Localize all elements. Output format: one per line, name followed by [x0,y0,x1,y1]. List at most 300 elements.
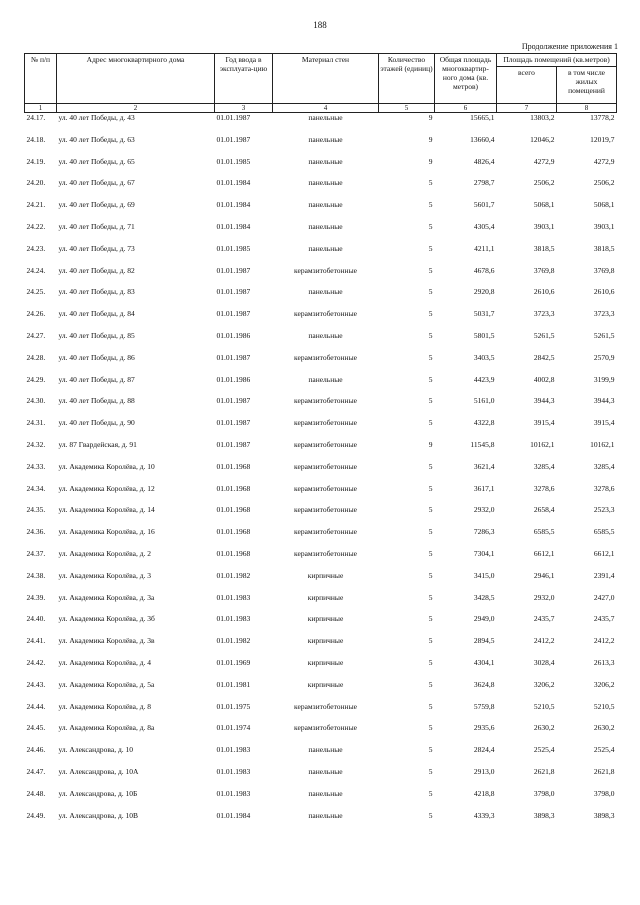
rooms-area-cell: 5261,5 [533,330,555,340]
table-row [25,636,617,658]
header-no: № п/п [25,54,57,104]
table-row [25,418,617,440]
table-row [25,462,617,484]
column-number: 5 [379,104,435,113]
total-area-cell: 3428,5 [473,592,495,602]
row-number: 24.23. [26,243,46,253]
table-row [25,571,617,593]
year-cell: 01.01.1981 [216,679,251,689]
total-area-cell: 2935,6 [473,723,495,733]
address-cell: ул. Академика Королёва, д. 3а [58,592,155,602]
address-cell: ул. 40 лет Победы, д. 90 [58,418,135,428]
total-area-cell: 7286,3 [473,527,495,537]
total-area-cell: 5161,0 [473,396,495,406]
address-cell: ул. 40 лет Победы, д. 82 [58,265,135,275]
address-cell: ул. Академика Королёва, д. 4 [58,657,152,667]
living-area-cell: 2523,3 [593,505,615,515]
table-row [25,549,617,571]
row-number: 24.24. [26,265,46,275]
address-cell: ул. 40 лет Победы, д. 86 [58,352,135,362]
total-area-cell: 2894,5 [473,636,495,646]
year-cell: 01.01.1986 [216,374,251,384]
header-address: Адрес многоквартирного дома [57,54,215,104]
continuation-note: Продолжение приложения 1 [521,42,618,51]
table-row [25,353,617,375]
floors-cell: 5 [428,396,433,406]
floors-cell: 5 [428,243,433,253]
living-area-cell: 2613,3 [593,657,615,667]
column-number: 8 [557,104,617,113]
table-row [25,375,617,397]
total-area-cell: 4678,6 [473,265,495,275]
rooms-area-cell: 2506,2 [533,178,555,188]
rooms-area-cell: 5068,1 [533,200,555,210]
material-cell: керамзитобетонные [294,418,357,428]
table-row [25,309,617,331]
address-cell: ул. Академика Королёва, д. 14 [58,505,155,515]
living-area-cell: 3798,0 [593,788,615,798]
material-cell: панельные [308,330,343,340]
header-rooms-area: Площадь помещений (кв.метров) [497,54,617,67]
floors-cell: 5 [428,200,433,210]
floors-cell: 5 [428,657,433,667]
address-cell: ул. 40 лет Победы, д. 67 [58,178,135,188]
table-row [25,200,617,222]
table-row [25,593,617,615]
year-cell: 01.01.1987 [216,113,251,122]
rooms-area-cell: 2610,6 [533,287,555,297]
address-cell: ул. 40 лет Победы, д. 88 [58,396,135,406]
year-cell: 01.01.1984 [216,178,251,188]
year-cell: 01.01.1968 [216,461,251,471]
column-number: 4 [273,104,379,113]
address-cell: ул. Академика Королёва, д. 12 [58,483,155,493]
year-cell: 01.01.1987 [216,265,251,275]
living-area-cell: 2412,2 [593,636,615,646]
total-area-cell: 2824,4 [473,745,495,755]
table-body [25,113,617,833]
year-cell: 01.01.1975 [216,701,251,711]
material-cell: керамзитобетонные [294,505,357,515]
material-cell: панельные [308,810,343,820]
address-cell: ул. Академика Королёва, д. 3 [58,570,152,580]
header-material: Материал стен [273,54,379,104]
table-row [25,614,617,636]
rooms-area-cell: 3028,4 [533,657,555,667]
column-number: 6 [435,104,497,113]
living-area-cell: 2391,4 [593,570,615,580]
living-area-cell: 5210,5 [593,701,615,711]
rooms-area-cell: 2525,4 [533,745,555,755]
table-row [25,767,617,789]
table-row [25,266,617,288]
address-cell: ул. 87 Гвардейская, д. 91 [58,439,137,449]
address-cell: ул. 40 лет Победы, д. 43 [58,113,135,122]
floors-cell: 5 [428,788,433,798]
year-cell: 01.01.1984 [216,221,251,231]
address-cell: ул. 40 лет Победы, д. 87 [58,374,135,384]
row-number: 24.41. [26,636,46,646]
living-area-cell: 6585,5 [593,527,615,537]
table-row [25,396,617,418]
total-area-cell: 5759,8 [473,701,495,711]
year-cell: 01.01.1985 [216,243,251,253]
total-area-cell: 2913,0 [473,766,495,776]
rooms-area-cell: 3206,2 [533,679,555,689]
floors-cell: 5 [428,221,433,231]
material-cell: керамзитобетонные [294,309,357,319]
floors-cell: 5 [428,679,433,689]
row-number: 24.25. [26,287,46,297]
table-row [25,222,617,244]
table-row [25,178,617,200]
rooms-area-cell: 3798,0 [533,788,555,798]
living-area-cell: 3285,4 [593,461,615,471]
address-cell: ул. Академика Королёва, д. 5а [58,679,155,689]
rooms-area-cell: 13803,2 [530,113,555,122]
row-number: 24.47. [26,766,46,776]
column-number: 2 [57,104,215,113]
year-cell: 01.01.1982 [216,570,251,580]
total-area-cell: 3403,5 [473,352,495,362]
row-number: 24.21. [26,200,46,210]
rooms-area-cell: 3278,6 [533,483,555,493]
rooms-area-cell: 2946,1 [533,570,555,580]
column-number: 7 [497,104,557,113]
rooms-area-cell: 5210,5 [533,701,555,711]
column-number: 3 [215,104,273,113]
living-area-cell: 3915,4 [593,418,615,428]
row-number: 24.38. [26,570,46,580]
material-cell: кирпичные [307,657,344,667]
floors-cell: 5 [428,766,433,776]
total-area-cell: 15665,1 [470,113,495,122]
floors-cell: 5 [428,178,433,188]
floors-cell: 5 [428,287,433,297]
living-area-cell: 3818,5 [593,243,615,253]
material-cell: керамзитобетонные [294,396,357,406]
row-number: 24.39. [26,592,46,602]
year-cell: 01.01.1969 [216,657,251,667]
floors-cell: 5 [428,636,433,646]
table-row [25,745,617,767]
row-number: 24.22. [26,221,46,231]
floors-cell: 5 [428,810,433,820]
rooms-area-cell: 3898,3 [533,810,555,820]
living-area-cell: 13778,2 [590,113,615,122]
floors-cell: 5 [428,614,433,624]
rooms-area-cell: 6585,5 [533,527,555,537]
material-cell: панельные [308,156,343,166]
living-area-cell: 4272,9 [593,156,615,166]
total-area-cell: 5031,7 [473,309,495,319]
year-cell: 01.01.1987 [216,396,251,406]
address-cell: ул. Академика Королёва, д. 8а [58,723,155,733]
floors-cell: 5 [428,330,433,340]
rooms-area-cell: 3915,4 [533,418,555,428]
row-number: 24.46. [26,745,46,755]
row-number: 24.49. [26,810,46,820]
year-cell: 01.01.1982 [216,636,251,646]
material-cell: панельные [308,243,343,253]
year-cell: 01.01.1987 [216,309,251,319]
material-cell: панельные [308,113,343,122]
year-cell: 01.01.1984 [216,810,251,820]
rooms-area-cell: 2630,2 [533,723,555,733]
row-number: 24.27. [26,330,46,340]
row-number: 24.42. [26,657,46,667]
material-cell: керамзитобетонные [294,548,357,558]
rooms-area-cell: 4002,8 [533,374,555,384]
table-row [25,527,617,549]
table-row [25,135,617,157]
material-cell: керамзитобетонные [294,439,357,449]
total-area-cell: 5801,5 [473,330,495,340]
row-number: 24.36. [26,527,46,537]
address-cell: ул. 40 лет Победы, д. 84 [58,309,135,319]
floors-cell: 9 [428,134,433,144]
living-area-cell: 2506,2 [593,178,615,188]
material-cell: панельные [308,221,343,231]
material-cell: керамзитобетонные [294,527,357,537]
total-area-cell: 4305,4 [473,221,495,231]
rooms-area-cell: 2621,8 [533,766,555,776]
total-area-cell: 2949,0 [473,614,495,624]
row-number: 24.37. [26,548,46,558]
year-cell: 01.01.1983 [216,745,251,755]
rooms-area-cell: 3903,1 [533,221,555,231]
total-area-cell: 2932,0 [473,505,495,515]
table-row [25,789,617,811]
year-cell: 01.01.1987 [216,439,251,449]
address-cell: ул. 40 лет Победы, д. 83 [58,287,135,297]
rooms-area-cell: 3285,4 [533,461,555,471]
table-row [25,484,617,506]
row-number: 24.40. [26,614,46,624]
floors-cell: 5 [428,701,433,711]
material-cell: панельные [308,134,343,144]
table-row [25,505,617,527]
living-area-cell: 2525,4 [593,745,615,755]
address-cell: ул. 40 лет Победы, д. 65 [58,156,135,166]
living-area-cell: 2427,0 [593,592,615,602]
living-area-cell: 3944,3 [593,396,615,406]
row-number: 24.43. [26,679,46,689]
header-year: Год ввода в эксплуата-цию [215,54,273,104]
material-cell: керамзитобетонные [294,701,357,711]
year-cell: 01.01.1987 [216,134,251,144]
living-area-cell: 2570,9 [593,352,615,362]
floors-cell: 5 [428,570,433,580]
living-area-cell: 3199,9 [593,374,615,384]
floors-cell: 9 [428,439,433,449]
row-number: 24.29. [26,374,46,384]
floors-cell: 5 [428,352,433,362]
row-number: 24.45. [26,723,46,733]
material-cell: керамзитобетонные [294,483,357,493]
address-cell: ул. Академика Королёва, д. 8 [58,701,152,711]
address-cell: ул. Александрова, д. 10Б [58,788,138,798]
rooms-area-cell: 2842,5 [533,352,555,362]
material-cell: панельные [308,178,343,188]
row-number: 24.32. [26,439,46,449]
living-area-cell: 2630,2 [593,723,615,733]
floors-cell: 9 [428,156,433,166]
floors-cell: 5 [428,374,433,384]
address-cell: ул. 40 лет Победы, д. 71 [58,221,135,231]
total-area-cell: 2798,7 [473,178,495,188]
rooms-area-cell: 2932,0 [533,592,555,602]
living-area-cell: 2621,8 [593,766,615,776]
total-area-cell: 4211,1 [474,243,495,253]
total-area-cell: 7304,1 [473,548,495,558]
address-cell: ул. Академика Королёва, д. 16 [58,527,155,537]
address-cell: ул. 40 лет Победы, д. 73 [58,243,135,253]
year-cell: 01.01.1974 [216,723,251,733]
floors-cell: 5 [428,505,433,515]
row-number: 24.35. [26,505,46,515]
living-area-cell: 10162,1 [590,439,615,449]
floors-cell: 9 [428,113,433,122]
material-cell: панельные [308,200,343,210]
address-cell: ул. Академика Королёва, д. 3б [58,614,155,624]
floors-cell: 5 [428,548,433,558]
table-row [25,658,617,680]
floors-cell: 5 [428,461,433,471]
material-cell: кирпичные [307,679,344,689]
row-number: 24.31. [26,418,46,428]
total-area-cell: 5601,7 [473,200,495,210]
rooms-area-cell: 2658,4 [533,505,555,515]
living-area-cell: 3206,2 [593,679,615,689]
living-area-cell: 12019,7 [590,134,615,144]
living-area-cell: 2435,7 [593,614,615,624]
total-area-cell: 3624,8 [473,679,495,689]
total-area-cell: 3415,0 [473,570,495,580]
material-cell: керамзитобетонные [294,461,357,471]
row-number: 24.28. [26,352,46,362]
address-cell: ул. Академика Королёва, д. 3в [58,636,155,646]
row-number: 24.20. [26,178,46,188]
header-rooms-living: в том числе жилых помещений [557,67,617,104]
row-number: 24.44. [26,701,46,711]
table-row [25,811,617,833]
year-cell: 01.01.1968 [216,483,251,493]
table-row [25,157,617,179]
total-area-cell: 4423,9 [473,374,495,384]
year-cell: 01.01.1968 [216,505,251,515]
row-number: 24.34. [26,483,46,493]
floors-cell: 5 [428,265,433,275]
table-row [25,680,617,702]
table-row [25,702,617,724]
floors-cell: 5 [428,592,433,602]
table-row [25,113,617,135]
total-area-cell: 4339,3 [473,810,495,820]
material-cell: панельные [308,788,343,798]
material-cell: кирпичные [307,636,344,646]
row-number: 24.17. [26,113,46,122]
address-cell: ул. Академика Королёва, д. 2 [58,548,152,558]
living-area-cell: 3898,3 [593,810,615,820]
material-cell: керамзитобетонные [294,265,357,275]
rooms-area-cell: 3818,5 [533,243,555,253]
rooms-area-cell: 4272,9 [533,156,555,166]
table-row [25,440,617,462]
material-cell: панельные [308,374,343,384]
address-cell: ул. Александрова, д. 10А [58,766,139,776]
table-row [25,287,617,309]
rooms-area-cell: 2412,2 [533,636,555,646]
rooms-area-cell: 2435,7 [533,614,555,624]
address-cell: ул. 40 лет Победы, д. 69 [58,200,135,210]
rooms-area-cell: 12046,2 [530,134,555,144]
floors-cell: 5 [428,723,433,733]
total-area-cell: 2920,8 [473,287,495,297]
row-number: 24.19. [26,156,46,166]
header-total-area: Общая площадь многоквартир-ного дома (кв. метров) [435,54,497,104]
year-cell: 01.01.1987 [216,418,251,428]
table-row [25,331,617,353]
rooms-area-cell: 10162,1 [530,439,555,449]
total-area-cell: 4826,4 [473,156,495,166]
year-cell: 01.01.1983 [216,614,251,624]
year-cell: 01.01.1968 [216,527,251,537]
floors-cell: 5 [428,483,433,493]
rooms-area-cell: 3769,8 [533,265,555,275]
year-cell: 01.01.1983 [216,766,251,776]
material-cell: керамзитобетонные [294,352,357,362]
material-cell: кирпичные [307,570,344,580]
material-cell: панельные [308,745,343,755]
header-rooms-total: всего [497,67,557,104]
row-number: 24.26. [26,309,46,319]
floors-cell: 5 [428,309,433,319]
floors-cell: 5 [428,745,433,755]
address-cell: ул. 40 лет Победы, д. 85 [58,330,135,340]
year-cell: 01.01.1968 [216,548,251,558]
year-cell: 01.01.1985 [216,156,251,166]
living-area-cell: 6612,1 [593,548,615,558]
row-number: 24.48. [26,788,46,798]
total-area-cell: 4322,8 [473,418,495,428]
living-area-cell: 3723,3 [593,309,615,319]
material-cell: панельные [308,766,343,776]
material-cell: панельные [308,287,343,297]
row-number: 24.18. [26,134,46,144]
living-area-cell: 3769,8 [593,265,615,275]
living-area-cell: 5068,1 [593,200,615,210]
floors-cell: 5 [428,527,433,537]
address-cell: ул. Александрова, д. 10 [58,745,134,755]
floors-cell: 5 [428,418,433,428]
living-area-cell: 3903,1 [593,221,615,231]
year-cell: 01.01.1987 [216,352,251,362]
address-cell: ул. Академика Королёва, д. 10 [58,461,155,471]
column-number-row [25,104,617,113]
table-row [25,723,617,745]
row-number: 24.30. [26,396,46,406]
page-number: 188 [313,20,327,30]
column-number: 1 [25,104,57,113]
total-area-cell: 4304,1 [473,657,495,667]
total-area-cell: 11545,8 [470,439,495,449]
total-area-cell: 4218,8 [473,788,495,798]
header-floors: Количество этажей (единиц) [379,54,435,104]
year-cell: 01.01.1983 [216,592,251,602]
year-cell: 01.01.1984 [216,200,251,210]
material-cell: керамзитобетонные [294,723,357,733]
